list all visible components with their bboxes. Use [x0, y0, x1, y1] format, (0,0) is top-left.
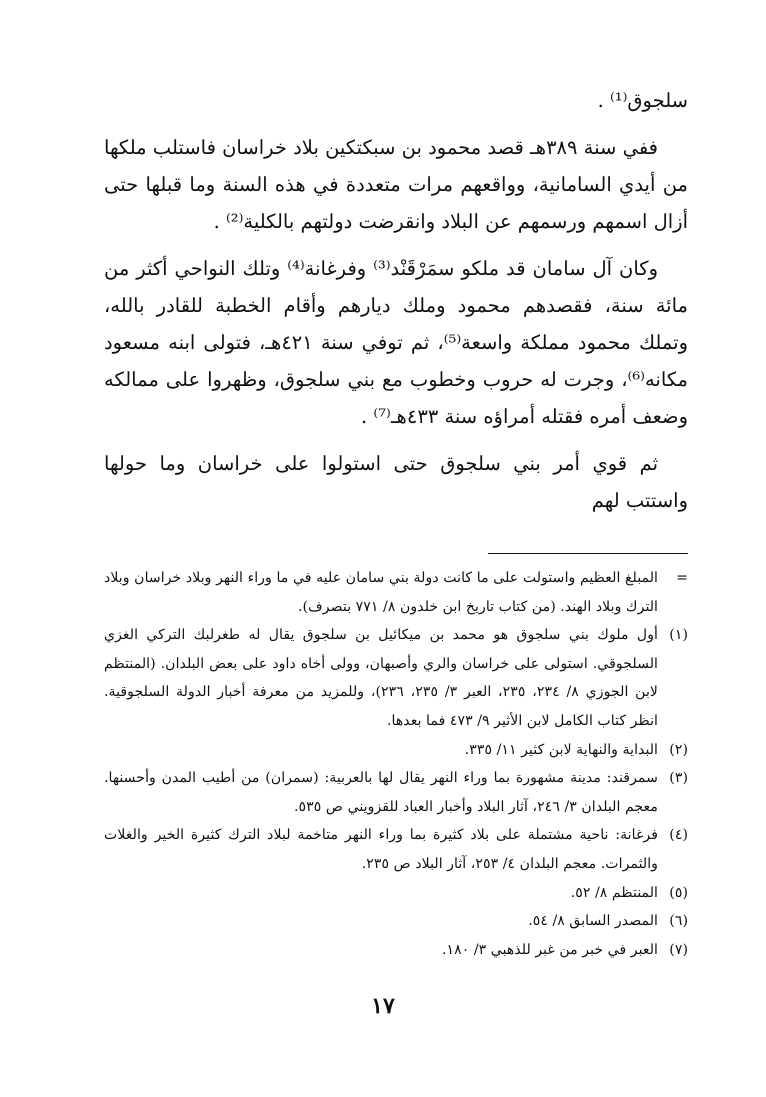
- footnote-mark: (٦): [669, 913, 688, 930]
- footnote-text: العبر في خبر من غبر للذهبي ٣/ ١٨٠.: [441, 941, 658, 958]
- footnote-mark: (٥): [669, 884, 688, 901]
- footnote-mark: (٧): [669, 941, 688, 958]
- footnote-continued: [104, 564, 688, 621]
- footnote-1: [104, 621, 688, 735]
- footnote-text: المبلغ العظيم واستولت على ما كانت دولة بني سامان عليه في ما وراء النهر وبلاد خراسان وبلاد الترك وبلاد الهند. (من كتاب تاريخ ابن خلدون ٨/ ٧٧١ بتصرف).: [104, 570, 658, 615]
- book-page: [104, 82, 688, 964]
- footnote-text: المصدر السابق ٨/ ٥٤.: [528, 913, 658, 930]
- paragraph-1: ففي سنة ٣٨٩هـ قصد محمود بن سبكتكين بلاد خراسان فاستلب ملكها من أيدي السامانية، وواقعهم مرات متعددة في هذه السنة وما قبلها حتى أزال اسمهم ورسمهم عن البلاد وانقرضت دولتهم بالكلية⁽²⁾ .: [104, 136, 688, 233]
- footnote-mark: =: [676, 570, 688, 586]
- footnote-text: سمرقند: مدينة مشهورة بما وراء النهر يقال لها بالعربية: (سمران) من أطيب المدن وأحسنها. معجم البلدان ٣/ ٢٤٦، آثار البلاد وأخبار العباد للقزويني ص ٥٣٥.: [104, 770, 658, 815]
- continuation-line: سلجوق⁽¹⁾ .: [597, 89, 688, 112]
- footnote-4: [104, 821, 688, 878]
- footnote-text: البداية والنهاية لابن كثير ١١/ ٣٣٥.: [464, 741, 658, 758]
- footnote-mark: (٣): [669, 770, 688, 787]
- main-text: [104, 82, 688, 519]
- footnote-mark: (٢): [669, 741, 688, 758]
- footnote-5: [104, 879, 688, 908]
- footnote-7: [104, 936, 688, 965]
- footnote-text: أول ملوك بني سلجوق هو محمد بن ميكائيل بن سلجوق يقال له طغرلبك التركي الغزي السلجوقي. استولى على خراسان والري وأصبهان، وولى أخاه داود على بعض البلدان. (المنتظم لابن الجوزي ٨/ ٢٣٤، ٢٣٥، العبر ٣/ ٢٣٥، ٢٣٦)، وللمزيد من معرفة أخبار الدولة السلجوقية. انظر كتاب الكامل لابن الأثير ٩/ ٤٧٣ فما بعدها.: [104, 627, 658, 729]
- footnote-2: [104, 736, 688, 765]
- footnote-mark: (٤): [669, 827, 688, 844]
- footnote-text: المنتظم ٨/ ٥٢.: [570, 884, 658, 901]
- paragraph-2: وكان آل سامان قد ملكو سمَرْقَنْد⁽³⁾ وفرغانة⁽⁴⁾ وتلك النواحي أكثر من مائة سنة، فقصدهم محمود وملك ديارهم وأقام الخطبة للقادر بالله، وتملك محمود مملكة واسعة⁽⁵⁾، ثم توفي سنة ٤٢١هـ، فتولى ابنه مسعود مكانه⁽⁶⁾، وجرت له حروب وخطوب مع بني سلجوق، وظهروا على ممالكه وضعف أمره فقتله أمراؤه سنة ٤٣٣هـ⁽⁷⁾ .: [104, 257, 688, 428]
- paragraph-3: ثم قوي أمر بني سلجوق حتى استولوا على خراسان وما حولها واستتب لهم: [104, 452, 688, 512]
- page-number: ١٧: [371, 993, 395, 1019]
- footnote-text: فرغانة: ناحية مشتملة على بلاد كثيرة بما وراء النهر متاخمة لبلاد الترك كثيرة الخير والغلات والثمرات. معجم البلدان ٤/ ٢٥٣، آثار البلاد ص ٢٣٥.: [104, 827, 658, 872]
- footnote-mark: (١): [669, 627, 688, 644]
- footnote-separator: [488, 553, 688, 554]
- footnote-6: [104, 907, 688, 936]
- footnote-3: [104, 764, 688, 821]
- footnotes: [104, 564, 688, 964]
